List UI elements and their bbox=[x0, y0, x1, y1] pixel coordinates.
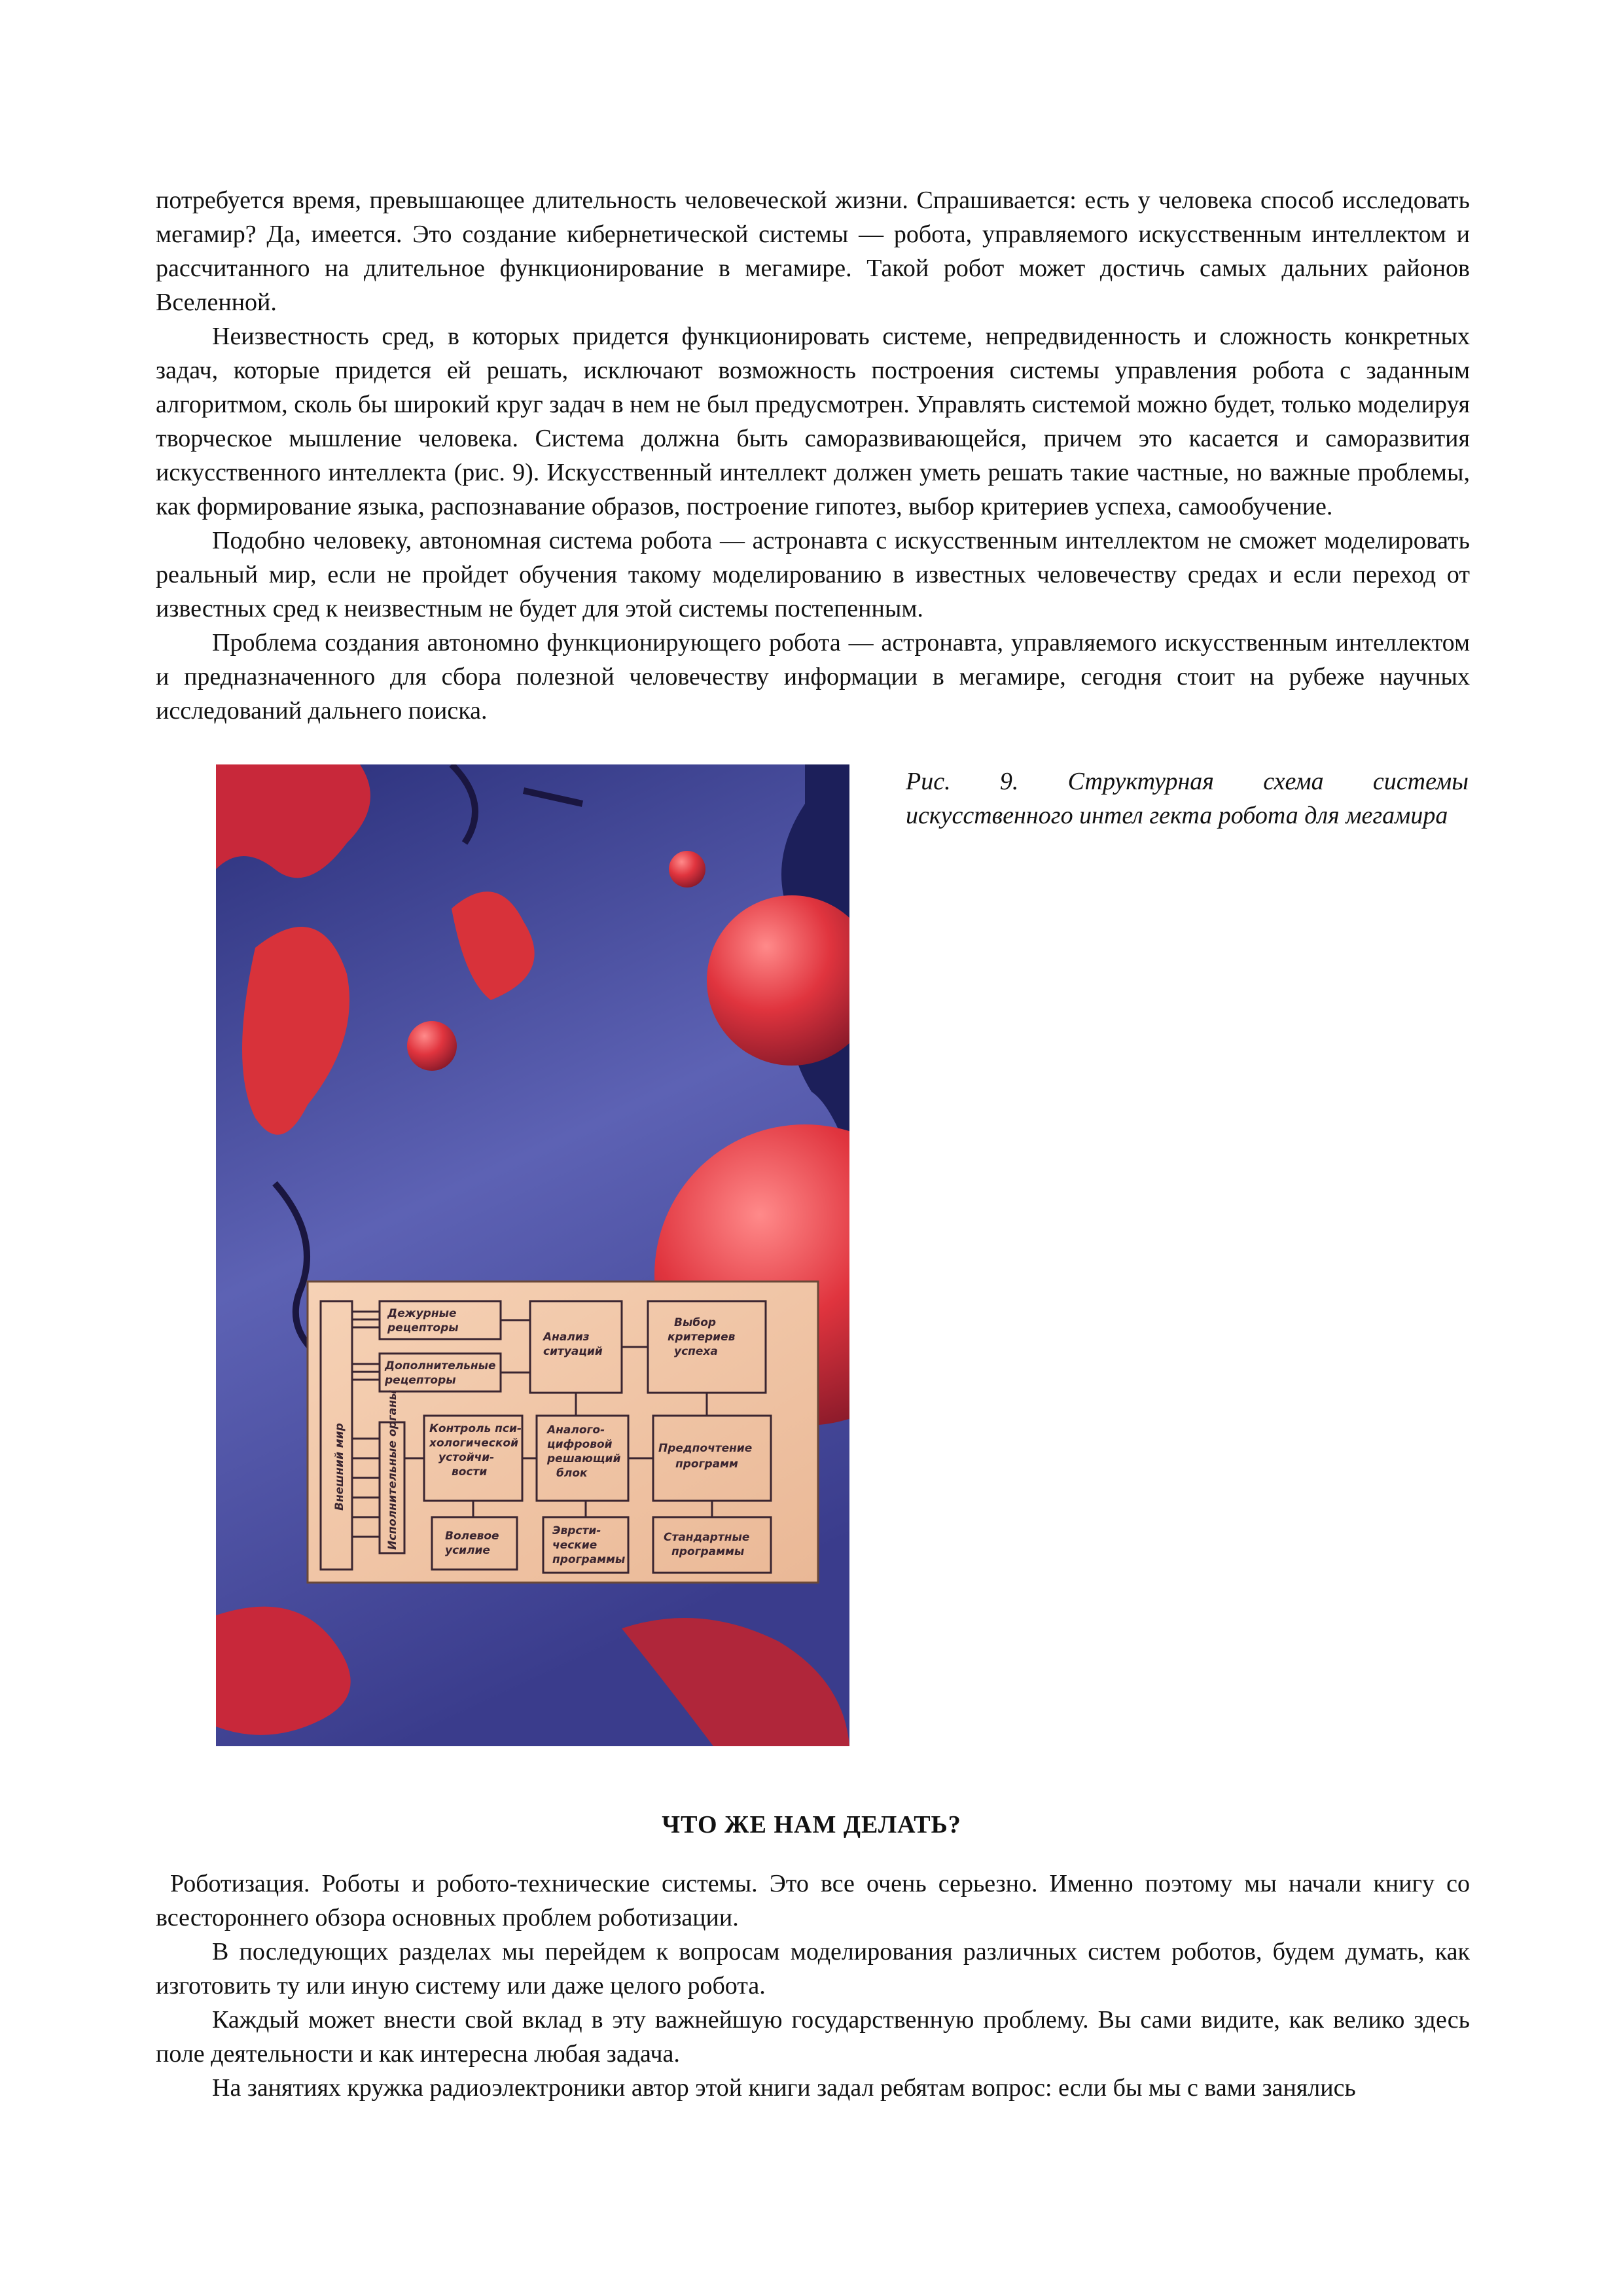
diagram-label-external-world: Внешний мир bbox=[333, 1423, 346, 1511]
diagram-label: рецепторы bbox=[385, 1374, 456, 1387]
diagram-label: усилие bbox=[445, 1544, 490, 1557]
diagram-label-actuators: Исполнительные органы bbox=[386, 1390, 399, 1550]
paragraph: Роботизация. Роботы и робото-технические системы. Это все очень серьезно. Именно поэтому мы начали книгу со всестороннего обзора основных проблем роботизации. bbox=[156, 1870, 1470, 1931]
diagram-label: ческие bbox=[552, 1539, 597, 1552]
paragraph: На занятиях кружка радиоэлектроники автор этой книги задал ребятам вопрос: если бы мы с вами занялись bbox=[212, 2074, 1356, 2102]
illustration-artwork bbox=[216, 764, 849, 1746]
block-diagram bbox=[308, 1282, 818, 1583]
paragraph: Подобно человеку, автономная система робота — астронавта с искусственным интеллектом не сможет моделировать реальный мир, если не пройдет обучения такому моделированию в известных человечеству средах и если переход от известных сред к неизвестным не будет для этой системы постепенным. bbox=[156, 527, 1470, 622]
diagram-label: Выбор bbox=[674, 1316, 717, 1329]
figure-illustration bbox=[216, 764, 849, 1746]
diagram-label: решающий bbox=[547, 1452, 621, 1465]
diagram-label: Анализ bbox=[543, 1331, 590, 1344]
diagram-label: Волевое bbox=[445, 1530, 499, 1543]
section-heading: ЧТО ЖЕ НАМ ДЕЛАТЬ? bbox=[662, 1811, 961, 1839]
diagram-label: ситуаций bbox=[543, 1345, 603, 1358]
diagram-label: блок bbox=[556, 1467, 588, 1480]
diagram-label: устойчи- bbox=[438, 1451, 495, 1464]
figure-caption: Рис. 9. Структурная схема системы искусственного интел гекта робота для мегамира bbox=[906, 768, 1469, 829]
diagram-label: рецепторы bbox=[387, 1321, 459, 1335]
diagram-label: Эврсти- bbox=[552, 1524, 601, 1537]
paragraph: Каждый может внести свой вклад в эту важнейшую государственную проблему. Вы сами видите, как велико здесь поле деятельности и как интересна любая задача. bbox=[156, 2006, 1470, 2068]
diagram-label: хологической bbox=[429, 1437, 518, 1450]
diagram-label: программы bbox=[671, 1545, 745, 1558]
diagram-label: критериев bbox=[668, 1331, 736, 1344]
paragraph: Неизвестность сред, в которых придется функционировать системе, непредвиденность и сложность конкретных задач, которые придется ей решать, исключают возможность построения системы управления робота с заданным алгоритмом, сколь бы широкий круг задач в нем не был предусмотрен. Управлять системой можно будет, только моделируя творческое мышление человека. Система должна быть саморазвивающейся, причем это касается и саморазвития искусственного интеллекта (рис. 9). Искусственный интеллект должен уметь решать такие частные, но важные проблемы, как формирование языка, распознавание образов, построение гипотез, выбор критериев успеха, самообучение. bbox=[156, 323, 1470, 520]
paragraph: Проблема создания автономно функционирующего робота — астронавта, управляемого искусственным интеллектом и предназначенного для сбора полезной человечеству информации в мегамире, сегодня стоит на рубеже научных исследований дальнего поиска. bbox=[156, 629, 1470, 725]
red-sphere bbox=[669, 851, 705, 888]
diagram-label: Предпочтение bbox=[658, 1442, 753, 1455]
diagram-label: Дежурные bbox=[387, 1307, 457, 1320]
bottom-text-block bbox=[156, 1867, 1470, 2105]
diagram-label: цифровой bbox=[547, 1438, 613, 1451]
diagram-label: Аналого- bbox=[547, 1424, 605, 1437]
diagram-label: Дополнительные bbox=[385, 1359, 496, 1372]
red-sphere bbox=[407, 1021, 457, 1071]
top-text-block bbox=[156, 183, 1470, 728]
diagram-label: Контроль пси- bbox=[429, 1422, 522, 1435]
diagram-label: программ bbox=[675, 1458, 738, 1471]
paragraph: В последующих разделах мы перейдем к вопросам моделирования различных систем роботов, будем думать, как изготовить ту или иную систему или даже целого робота. bbox=[156, 1938, 1470, 2000]
diagram-label: Стандартные bbox=[664, 1531, 750, 1544]
diagram-label: вости bbox=[452, 1465, 488, 1479]
diagram-label: программы bbox=[552, 1553, 626, 1566]
paragraph-continuation: потребуется время, превышающее длительность человеческой жизни. Спрашивается: есть у человека способ исследовать мегамир? Да, имеется. Это создание кибернетической системы — робота, управляемого искусственным интеллектом и рассчитанного на длительное функционирование в мегамире. Такой робот может достичь самых дальних районов Вселенной. bbox=[156, 187, 1470, 316]
diagram-label: успеха bbox=[674, 1345, 718, 1358]
